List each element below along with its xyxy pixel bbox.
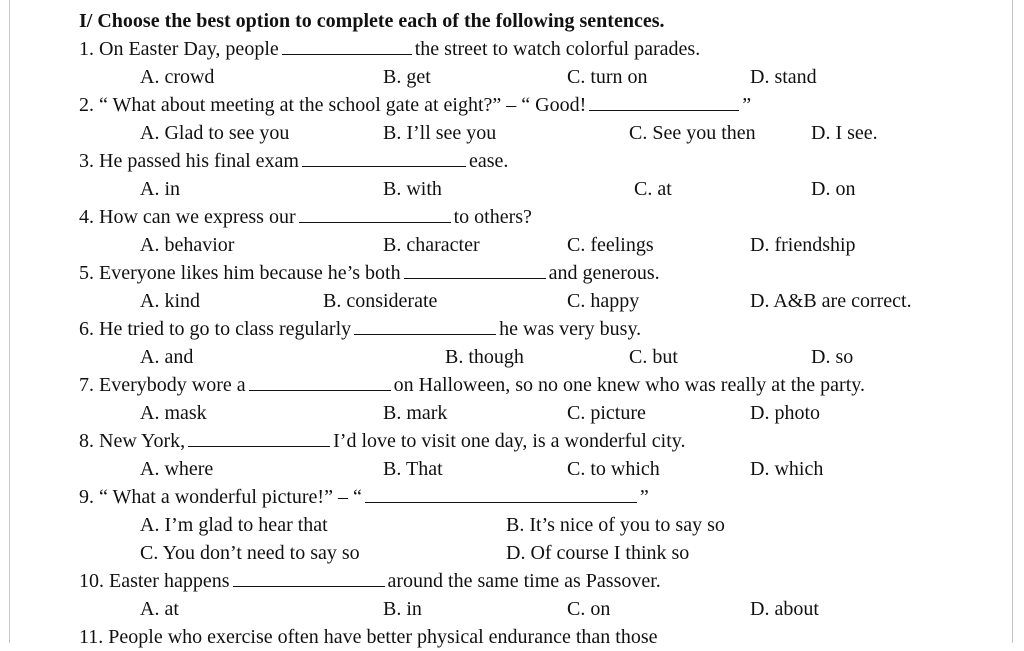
answer-blank: [233, 568, 385, 587]
option-b: B. though: [445, 346, 524, 368]
question-6-text-end: he was very busy.: [499, 318, 642, 340]
answer-blank: [354, 316, 496, 335]
question-1-text: 1. On Easter Day, people: [79, 38, 279, 60]
question-3-text-end: ease.: [468, 150, 509, 172]
question-9: [79, 483, 979, 511]
question-10-options: [79, 595, 979, 623]
answer-blank: [365, 484, 637, 503]
option-b: B. That: [383, 458, 443, 480]
question-1: [79, 35, 979, 63]
question-7: [79, 371, 979, 399]
option-d: D. on: [811, 178, 856, 200]
question-4: [79, 203, 979, 231]
option-d: D. I see.: [811, 122, 878, 144]
option-b: B. It’s nice of you to say so: [506, 514, 725, 536]
option-d: D. which: [750, 458, 824, 480]
section-heading: I/ Choose the best option to complete each of the following sentences.: [79, 10, 665, 32]
question-3-text: 3. He passed his final exam: [79, 150, 299, 172]
option-a: A. I’m glad to hear that: [140, 514, 328, 536]
option-d: D. about: [750, 598, 819, 620]
option-d: D. Of course I think so: [506, 542, 690, 564]
question-10-text: 10. Easter happens: [79, 570, 230, 592]
question-10: [79, 567, 979, 595]
question-2-text-end: ”: [742, 94, 752, 116]
option-c: C. at: [634, 178, 672, 200]
option-a: A. and: [140, 346, 194, 368]
answer-blank: [299, 204, 451, 223]
question-9-options-row1: [79, 511, 979, 539]
page-border-right: [1012, 0, 1013, 643]
answer-blank: [589, 92, 739, 111]
answer-blank: [404, 260, 546, 279]
question-2-options: [79, 119, 979, 147]
question-5: [79, 259, 979, 287]
exercise-content: [79, 8, 979, 651]
option-c: C. happy: [567, 290, 640, 312]
option-b: B. I’ll see you: [383, 122, 497, 144]
option-c: C. feelings: [567, 234, 654, 256]
option-a: A. at: [140, 598, 179, 620]
question-4-text-end: to others?: [453, 206, 532, 228]
question-9-options-row2: [79, 539, 979, 567]
option-c: C. turn on: [567, 66, 648, 88]
option-d: D. stand: [750, 66, 817, 88]
option-a: A. in: [140, 178, 180, 200]
option-c: C. on: [567, 598, 611, 620]
question-3: [79, 147, 979, 175]
question-6-text: 6. He tried to go to class regularly: [79, 318, 352, 340]
option-c: C. picture: [567, 402, 646, 424]
question-7-options: [79, 399, 979, 427]
option-a: A. where: [140, 458, 214, 480]
question-8-text: 8. New York,: [79, 430, 186, 452]
question-4-options: [79, 231, 979, 259]
question-10-text-end: around the same time as Passover.: [387, 570, 661, 592]
question-8-text-end: I’d love to visit one day, is a wonderful city.: [333, 430, 686, 452]
option-d: D. A&B are correct.: [750, 290, 912, 312]
option-a: A. Glad to see you: [140, 122, 290, 144]
option-d: D. photo: [750, 402, 820, 424]
option-a: A. crowd: [140, 66, 215, 88]
option-c: C. You don’t need to say so: [140, 542, 360, 564]
page-border-left: [9, 0, 10, 643]
question-2: [79, 91, 979, 119]
answer-blank: [302, 148, 466, 167]
option-c: C. to which: [567, 458, 660, 480]
answer-blank: [188, 428, 330, 447]
answer-blank: [282, 36, 412, 55]
option-a: A. behavior: [140, 234, 235, 256]
option-a: A. kind: [140, 290, 200, 312]
question-1-options: [79, 63, 979, 91]
question-3-options: [79, 175, 979, 203]
option-c: C. but: [629, 346, 678, 368]
question-11-partial: 11. People who exercise often have better physical endurance than those: [79, 626, 658, 648]
question-6-options: [79, 343, 979, 371]
question-5-text: 5. Everyone likes him because he’s both: [79, 262, 401, 284]
question-9-text-end: ”: [639, 486, 649, 508]
question-4-text: 4. How can we express our: [79, 206, 296, 228]
question-7-text: 7. Everybody wore a: [79, 374, 246, 396]
question-1-text-end: the street to watch colorful parades.: [414, 38, 701, 60]
question-9-text: 9. “ What a wonderful picture!” – “: [79, 486, 362, 508]
question-8: [79, 427, 979, 455]
question-8-options: [79, 455, 979, 483]
option-b: B. considerate: [323, 290, 438, 312]
option-a: A. mask: [140, 402, 207, 424]
question-5-options: [79, 287, 979, 315]
option-d: D. friendship: [750, 234, 856, 256]
option-c: C. See you then: [629, 122, 756, 144]
question-5-text-end: and generous.: [548, 262, 660, 284]
option-b: B. get: [383, 66, 431, 88]
option-b: B. mark: [383, 402, 448, 424]
option-b: B. character: [383, 234, 480, 256]
question-6: [79, 315, 979, 343]
question-2-text: 2. “ What about meeting at the school gate at eight?” – “ Good!: [79, 94, 587, 116]
option-b: B. in: [383, 598, 422, 620]
option-d: D. so: [811, 346, 854, 368]
answer-blank: [249, 372, 391, 391]
option-b: B. with: [383, 178, 442, 200]
question-7-text-end: on Halloween, so no one knew who was really at the party.: [393, 374, 865, 396]
